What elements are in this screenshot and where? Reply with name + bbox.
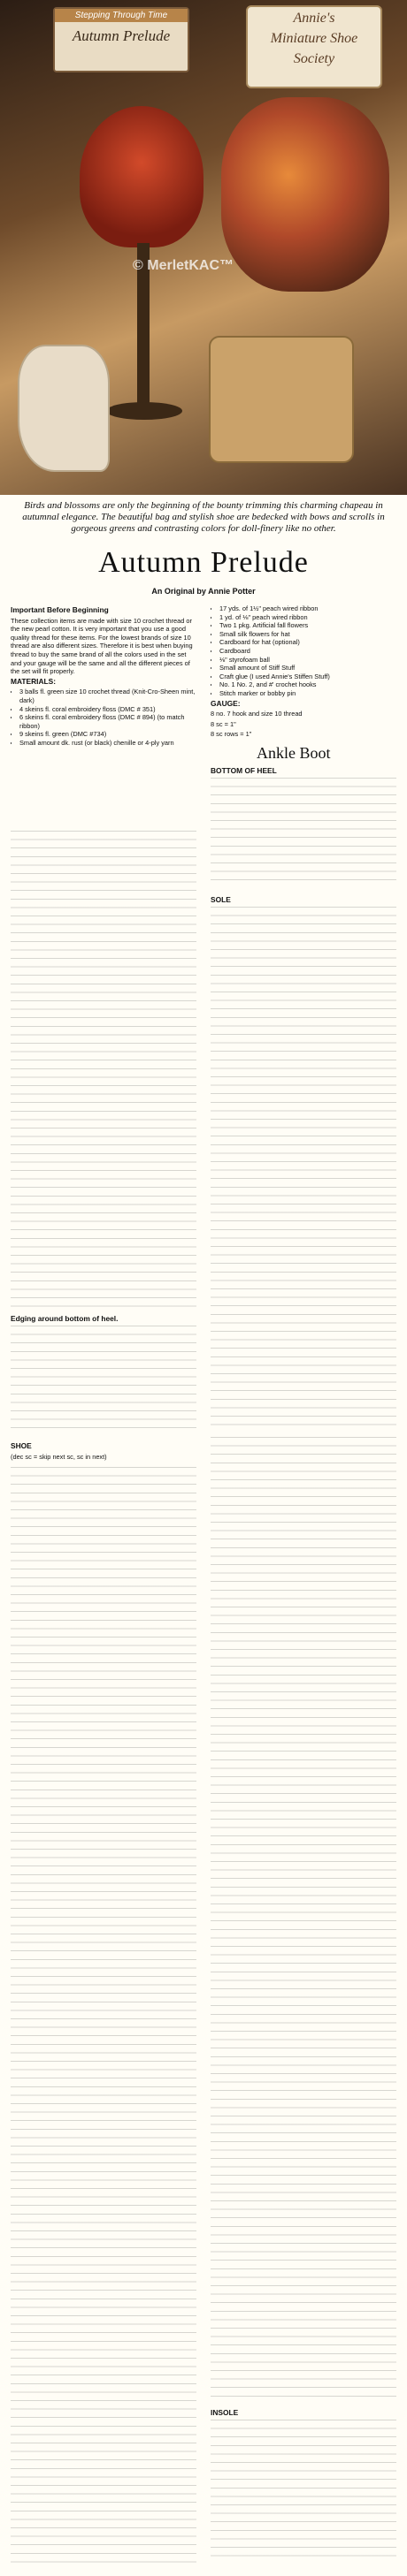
supplies-item: • Small silk flowers for hat (219, 630, 396, 639)
edging-label: Edging around bottom of heel. (11, 1314, 119, 1323)
shoe-note: (dec sc = skip next sc, sc in next) (11, 1452, 107, 1461)
materials-list (11, 688, 196, 747)
supplies-item: • Craft glue (I used Annie's Stiffen Stuff) (219, 672, 396, 681)
insole-label: INSOLE (211, 2408, 239, 2417)
heel-body-text (211, 778, 396, 884)
text-lines (211, 907, 396, 1428)
important-text: These collection items are made with size 10 crochet thread or the new pearl cotton. It is very important that you use a good quality thread for these items. For the lowest brands of size 10 thread are also different sizes. Therefore it is best when buying thread to buy the same brand of all the colors used in the set and your gauge will be the same and all the different pieces of the set will fit properly. (11, 616, 193, 676)
gauge-line: 8 sc = 1" (211, 719, 236, 728)
text-lines (11, 831, 196, 1308)
edging-heading (11, 1313, 196, 1326)
series-sign (53, 7, 189, 72)
materials-item: • 9 skeins fl. green (DMC #734) (19, 730, 196, 739)
materials-item: • 4 skeins fl. coral embroidery floss (DMC # 351) (19, 705, 196, 714)
text-lines (11, 1326, 196, 1432)
gauge-line: 8 no. 7 hook and size 10 thread (211, 710, 303, 718)
bottom-heel-label: BOTTOM OF HEEL (211, 766, 277, 775)
insole-heading (211, 2407, 396, 2420)
supplies-item: • 1 yd. of ⅛" peach wired ribbon (219, 613, 396, 622)
supplies-item: • Two 1 pkg. Artificial fall flowers (219, 621, 396, 630)
photo-caption: Birds and blossoms are only the beginning of the bounty trimming this charming chapeau in autumnal elegance. The beautiful bag and stylish shoe are bedecked with bows and scrolls in gorgeous greens and contrasting colors for doll-finery like no other. (22, 500, 385, 534)
supplies-item: • Small amount of Stiff Stuff (219, 664, 396, 672)
series-pattern-name: Autumn Prelude (72, 27, 171, 44)
page-title: Autumn Prelude (98, 546, 309, 579)
hat-illustration (80, 106, 204, 247)
gauge-heading: GAUGE: (211, 698, 241, 708)
text-lines (211, 1437, 396, 2400)
supplies-item: • Stitch marker or bobby pin (219, 689, 396, 698)
society-line-2: Miniature Shoe (270, 31, 358, 46)
society-line-3: Society (293, 51, 335, 66)
right-supplies (211, 604, 396, 737)
materials-item: • 6 skeins fl. coral embroidery floss (DMC # 894) (to match ribbon) (19, 713, 196, 730)
byline: An Original by Annie Potter (151, 587, 256, 596)
text-lines (11, 1467, 196, 2563)
supplies-item: • Cardboard for hat (optional) (219, 638, 396, 647)
ankle-boot-heading: Ankle Boot (257, 744, 331, 762)
insole-body-text (211, 2420, 396, 2561)
flower-arrangement (221, 97, 389, 292)
left-intro (11, 604, 196, 825)
right-body-text (211, 1437, 396, 2400)
supplies-item: • 17 yds. of 1½" peach wired ribbon (219, 604, 396, 613)
sole-label: SOLE (211, 895, 231, 904)
supplies-list (211, 604, 396, 698)
supplies-item: • Cardboard (219, 647, 396, 656)
text-lines (211, 778, 396, 884)
series-name: Stepping Through Time (55, 9, 188, 22)
shoe-heading (11, 1440, 196, 1463)
sole-body-text (211, 907, 396, 1428)
important-heading: Important Before Beginning (11, 605, 109, 614)
bottom-of-heel-heading (211, 765, 396, 778)
sole-heading (211, 894, 396, 907)
shoe-body-text (11, 1467, 196, 2563)
gauge-line: 8 sc rows = 1" (211, 730, 252, 737)
materials-heading: MATERIALS: (11, 676, 57, 686)
society-line-1: Annie's (293, 11, 335, 26)
materials-item: • 3 balls fl. green size 10 crochet thread (Knit-Cro-Sheen mint, dark) (19, 688, 196, 704)
edging-body-text (11, 1326, 196, 1432)
society-sign (246, 5, 382, 88)
boot-illustration (18, 345, 110, 472)
bag-illustration (209, 336, 354, 463)
banner-photo (0, 0, 407, 495)
shoe-label: SHOE (11, 1441, 32, 1450)
left-body-text (11, 831, 196, 1308)
text-lines (211, 2420, 396, 2561)
supplies-item: • ⅛" styrofoam ball (219, 656, 396, 665)
hat-stand-base (106, 402, 182, 420)
materials-item: • Small amount dk. rust (or black) chenille or 4-ply yarn (19, 739, 196, 748)
watermark: © MerletKAС™ (133, 258, 234, 273)
supplies-item: • No. 1 No. 2, and #' crochet hooks (219, 680, 396, 689)
